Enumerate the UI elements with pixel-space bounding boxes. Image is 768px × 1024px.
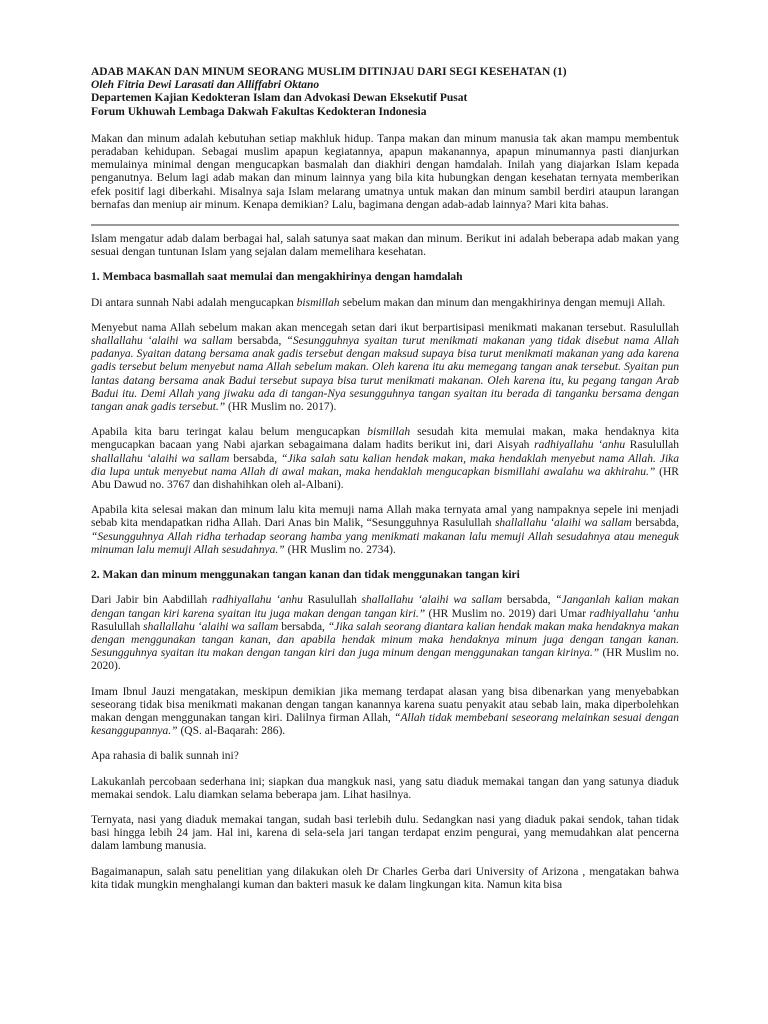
italic-term: radhiyallahu ‘anhu [589, 607, 680, 620]
opening-paragraph: Islam mengatur adab dalam berbagai hal, salah satunya saat makan dan minum. Berikut ini adalah beberapa adab makan yang sesuai dengan tuntunan Islam yang sejalan dalam memelihara kesehatan. [91, 233, 679, 259]
text: bersabda, [229, 452, 282, 465]
hadith-quote: “Jika salah satu kalian hendak makan, maka hendaklah menyebut nama Allah. Jika dia lupa untuk menyebut nama Allah di awal makan, maka hendaklah mengucapkan bismillahi awalahu wa akhirahu.” [91, 452, 680, 478]
department-line-1: Departemen Kajian Kedokteran Islam dan Advokasi Dewan Eksekutif Pusat [91, 92, 468, 105]
section-heading-1: 1. Membaca basmallah saat memulai dan mengakhirinya dengan hamdalah [91, 271, 463, 284]
hadith-quote: “Janganlah kalian makan dengan tangan kiri karena syaitan itu juga makan dengan tangan kiri.” [91, 594, 680, 620]
citation: (HR Muslim no. 2019) dari Umar [425, 607, 590, 620]
intro-paragraph: Makan dan minum adalah kebutuhan setiap makhluk hidup. Tanpa makan dan minum manusia tak akan mampu membentuk peradaban kehidupan. Sebagai muslim apapun kegiatannya, apapun makanannya, apapun minumannya pasti dianjurkan memulainya minimal dengan mengucapkan basmalah dan diakhiri dengan hamdalah. Inilah yang diajarkan Islam kepada penganutnya. Belum lagi adab makan dan minum lainnya yang bila kita hubungkan dengan kesehatan ternyata memberikan efek positif lagi diberkahi. Misalnya saja Islam melarang umatnya untuk makan dan minum sambil berdiri ataupun larangan bernafas dan meniup air minum. Kenapa demikian? Lalu, bagimana dengan adab-adab lainnya? Mari kita bahas. [91, 132, 679, 211]
document-header [91, 66, 679, 119]
citation: (HR Muslim no. 2017). [225, 401, 337, 414]
text: sebelum makan dan minum dan mengakhirinya dengan memuji Allah. [339, 296, 666, 309]
author-line: Oleh Fitria Dewi Larasati dan Alliffabri Oktano [91, 79, 320, 92]
text: Menyebut nama Allah sebelum makan akan mencegah setan dari ikut berpartisipasi menikmati makanan tersebut. Rasulullah [91, 321, 679, 334]
text: Di antara sunnah Nabi adalah mengucapkan [91, 296, 297, 309]
section2-paragraph-6: Bagaimanapun, salah satu penelitian yang dilakukan oleh Dr Charles Gerba dari University of Arizona , mengatakan bahwa kita tidak mungkin menghalangi kuman dan bakteri masuk ke dalam lingkungan kita. Namun kita bisa [91, 865, 679, 891]
text: Apabila kita selesai makan dan minum lalu kita memuji nama Allah maka ternyata amal yang nampaknya sepele ini menjadi sebab kita mendapatkan ridha Allah. Dari Anas bin Malik, “Sesungguhnya Rasulullah [91, 504, 679, 530]
citation: (HR Muslim no. 2020). [91, 647, 679, 673]
text: Rasulullah [625, 439, 679, 452]
hadith-quote: “Sesungguhnya Allah ridha terhadap seorang hamba yang menikmati makanan lalu memuji Allah sesudahnya atau meneguk minuman lalu memuji Allah sesudahnya.” [91, 530, 679, 556]
section2-paragraph-5: Ternyata, nasi yang diaduk memakai tangan, sudah basi terlebih dulu. Sedangkan nasi yang diaduk pakai sendok, tahan tidak basi hingga lebih 24 jam. Hal ini, karena di sela-sela jari tangan terdapat enzim pengurai, yang memudahkan alat pencerna dalam lambung manusia. [91, 813, 679, 853]
citation: (HR Abu Dawud no. 3767 dan dishahihkan oleh al-Albani). [91, 465, 679, 492]
section2-paragraph-4: Lakukanlah percobaan sederhana ini; siapkan dua mangkuk nasi, yang satu diaduk memakai tangan dan yang satunya diaduk memakai sendok. Lalu diamkan selama beberapa jam. Lihat hasilnya. [91, 775, 679, 801]
text: bersabda, [278, 620, 328, 633]
section1-paragraph-2 [91, 322, 679, 414]
italic-term: shallallahu ‘alaihi wa sallam [91, 452, 230, 465]
italic-term: radhiyallahu ‘anhu [211, 594, 303, 607]
text: Rasulullah [91, 620, 144, 633]
text: sesudah kita memulai makan, maka hendaknya kita mengucapkan bacaan yang Nabi ajarkan sebagaimana dalam hadits berikut ini, dari Aisyah [91, 426, 679, 452]
text: bersabda, [502, 594, 556, 607]
text: Imam Ibnul Jauzi mengatakan, meskipun demikian jika memang terdapat alasan yang bisa dibenarkan yang menyebabkan seseorang tidak bisa menikmati makanan dengan tangan kanannya karena suatu penyakit atau sebab lain, maka diperbolehkan makan dengan menggunakan tangan kiri. Dalilnya firman Allah, [91, 685, 679, 724]
section2-question: Apa rahasia di balik sunnah ini? [91, 750, 239, 763]
section2-paragraph-1 [91, 594, 679, 673]
document-page [91, 66, 679, 904]
text: Dari Jabir bin Aabdillah [91, 594, 212, 607]
italic-term: shallallahu ‘alaihi wa sallam [143, 620, 279, 633]
section-heading-2: 2. Makan dan minum menggunakan tangan kanan dan tidak menggunakan tangan kiri [91, 569, 520, 582]
hadith-quote: “Sesungguhnya syaitan turut menikmati makanan yang tidak disebut nama Allah padanya. Syaitan datang bersama anak gadis tersebut dengan maksud supaya bisa turut menikmati makanan yang ada karena gadis tersebut belum menyebut nama Allah sebelum makan. Oleh karena itu aku memegang tangan anak tersebut. Syaitan pun lantas datang bersama anak Badui tersebut supaya bisa turut menikmati makanan. Oleh karena itu, ku pegang tangan Arab Badui itu. Demi Allah yang jiwaku ada di tangan-Nya sesungguhnya tangan syaitan itu berada di tanganku bersama dengan tangan anak gadis tersebut.” [91, 335, 680, 414]
hadith-quote: “Jika salah seorang diantara kalian hendak makan maka hendaknya makan dengan menggunakan tangan kanan, dan apabila hendak minum maka hendaknya minum juga dengan tangan kanan. Sesungguhnya syaitan itu makan dengan tangan kiri dan juga minum dengan menggunakan tangan kirinya.” [91, 620, 679, 660]
section1-paragraph-4 [91, 504, 679, 557]
italic-term: radhiyallahu ‘anhu [534, 439, 626, 452]
italic-term: shallallahu ‘alaihi wa sallam [361, 594, 503, 607]
section1-paragraph-3 [91, 426, 679, 492]
text: bersabda, [232, 335, 287, 348]
text: Apabila kita baru teringat kalau belum mengucapkan [91, 426, 368, 439]
document-title: ADAB MAKAN DAN MINUM SEORANG MUSLIM DITINJAU DARI SEGI KESEHATAN (1) [91, 66, 567, 78]
italic-term: shallallahu ‘alaihi wa sallam [494, 517, 632, 530]
citation: (HR Muslim no. 2734). [284, 543, 396, 556]
text: Rasulullah [302, 594, 362, 607]
section1-paragraph-1 [91, 297, 679, 310]
italic-term: shallallahu ‘alaihi wa sallam [91, 335, 233, 348]
quran-quote: “Allah tidak membebani seseorang melainkan sesuai dengan kesanggupannya.” [91, 711, 679, 738]
text: bersabda, [631, 517, 679, 530]
section-divider [91, 224, 679, 226]
department-line-2: Forum Ukhuwah Lembaga Dakwah Fakultas Kedokteran Indonesia [91, 105, 427, 118]
italic-term: bismillah [367, 426, 411, 439]
citation: (QS. al-Baqarah: 286). [177, 725, 286, 738]
italic-term: bismillah [296, 296, 340, 309]
section2-paragraph-2 [91, 686, 679, 739]
